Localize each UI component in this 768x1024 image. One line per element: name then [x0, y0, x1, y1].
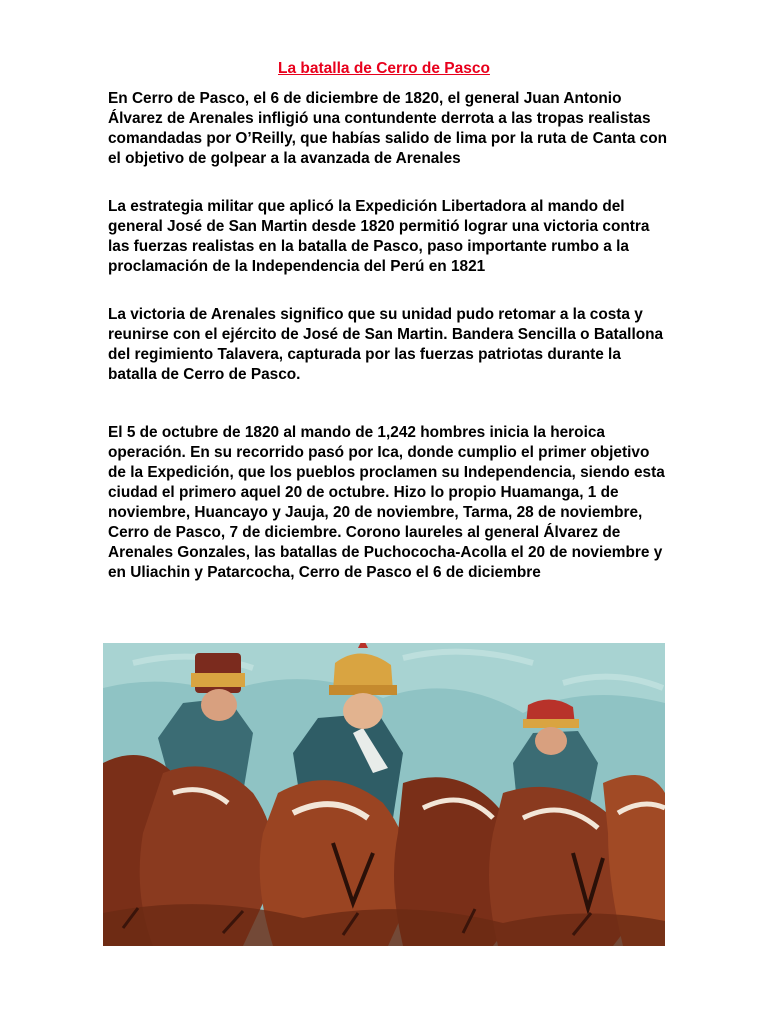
cavalry-charge-illustration — [103, 643, 665, 946]
document-title: La batalla de Cerro de Pasco — [278, 60, 490, 77]
paragraph-1: En Cerro de Pasco, el 6 de diciembre de 1820, el general Juan Antonio Álvarez de Arenales infligió una contundente derrota a las tropas realistas comandadas por O’Reilly, que habías salido de lima por la ruta de Canta con el objetivo de golpear a la avanzada de Arenales — [108, 90, 668, 167]
paragraph-3: La victoria de Arenales significo que su unidad pudo retomar a la costa y reunirse con el ejército de José de San Martin. Bandera Sencilla o Batallona del regimiento Talavera, capturada por las fuerzas patriotas durante la batalla de Cerro de Pasco. — [108, 306, 664, 383]
paragraph-2: La estrategia militar que aplicó la Expedición Libertadora al mando del general José de San Martin desde 1820 permitió lograr una victoria contra las fuerzas realistas en la batalla de Pasco, paso importante rumbo a la proclamación de la Independencia del Perú en 1821 — [108, 198, 650, 275]
cavalry-painting-image — [103, 643, 665, 946]
paragraph-4: El 5 de octubre de 1820 al mando de 1,242 hombres inicia la heroica operación. En su recorrido pasó por Ica, donde cumplio el primer objetivo de la Expedición, que los pueblos proclamen su Independencia, siendo esta ciudad el primero aquel 20 de octubre. Hizo lo propio Huamanga, 1 de noviembre, Huancayo y Jauja, 20 de noviembre, Tarma, 28 de noviembre, Cerro de Pasco, 7 de diciembre. Corono laureles al general Álvarez de Arenales Gonzales, las batallas de Puchococha-Acolla el 20 de noviembre y en Uliachin y Patarcocha, Cerro de Pasco el 6 de diciembre — [108, 424, 665, 581]
